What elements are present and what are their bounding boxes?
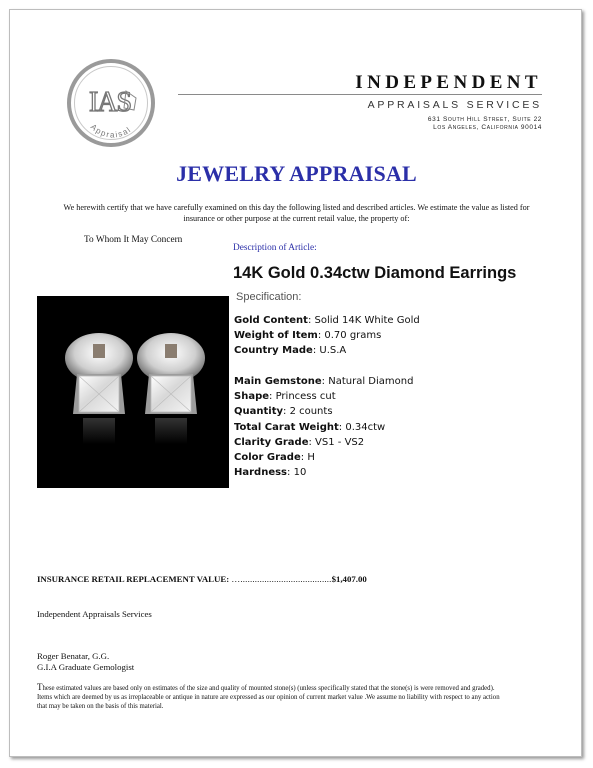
spec-carat: Total Carat Weight: 0.34ctw (234, 421, 386, 433)
logo-text: IAS (88, 87, 132, 118)
disclaimer (37, 683, 505, 711)
spec-gemstone: Main Gemstone: Natural Diamond (234, 375, 414, 387)
document-title: JEWELRY APPRAISAL (176, 161, 417, 186)
spec-clarity: Clarity Grade: VS1 - VS2 (234, 436, 365, 448)
disclaimer-initial: T (37, 682, 43, 692)
spec-shape: Shape: Princess cut (234, 391, 336, 403)
spec-country: Country Made: U.S.A (234, 345, 347, 357)
item-title: 14K Gold 0.34ctw Diamond Earrings (233, 264, 517, 282)
spec-color: Color Grade: H (234, 451, 315, 463)
recipient: To Whom It May Concern (84, 235, 183, 245)
header-divider (178, 94, 542, 95)
right-earring (137, 333, 205, 444)
signer-name: Roger Benatar, G.G. (37, 651, 110, 661)
signer-block (37, 651, 134, 673)
spec-gold-content: Gold Content: Solid 14K White Gold (234, 315, 420, 326)
logo-ring-text: Appraisal (88, 122, 134, 140)
certification-text (50, 203, 543, 224)
address-line-2: Los Angeles, California 90014 (433, 124, 542, 131)
certification-line-1: We herewith certify that we have carefully examined on this day the following listed and described articles. We estimate the value as listed for (63, 203, 530, 212)
replacement-value-amount: $1,407.00 (331, 574, 367, 584)
replacement-value-dots: …...................................... (231, 574, 332, 584)
spec-weight: Weight of Item: 0.70 grams (234, 330, 382, 342)
ias-logo (66, 58, 156, 148)
earrings-photo (37, 296, 229, 488)
company-name: INDEPENDENT (355, 72, 542, 93)
company-subtitle: APPRAISALS SERVICES (367, 99, 542, 111)
earrings-illustration (37, 296, 229, 488)
description-label: Description of Article: (233, 243, 317, 253)
left-earring (65, 333, 133, 444)
replacement-value-label: INSURANCE RETAIL REPLACEMENT VALUE: (37, 574, 230, 584)
specification-list (234, 313, 420, 480)
specification-label: Specification: (236, 291, 302, 303)
address-line-1: 631 South Hill Street, Suite 22 (427, 116, 542, 123)
spec-spacer (234, 359, 420, 374)
footer-company: Independent Appraisals Services (37, 609, 152, 619)
replacement-value (37, 574, 367, 584)
spec-hardness: Hardness: 10 (234, 467, 307, 479)
disclaimer-text: hese estimated values are based only on estimates of the size and quality of mounted stone(s) (unless specifically stated that the stone(s) is were removed and graded). Items which are deemed by us as irreplaceable or antique in nature are expressed as our opinion of current market value .We assume no liability with respect to any action that may be taken on the basis of this material. (37, 685, 500, 710)
certification-line-2: insurance or other purpose at the current retail value, the property of: (183, 213, 410, 223)
signer-title: G.I.A Graduate Gemologist (37, 662, 135, 672)
spec-quantity: Quantity: 2 counts (234, 406, 333, 418)
